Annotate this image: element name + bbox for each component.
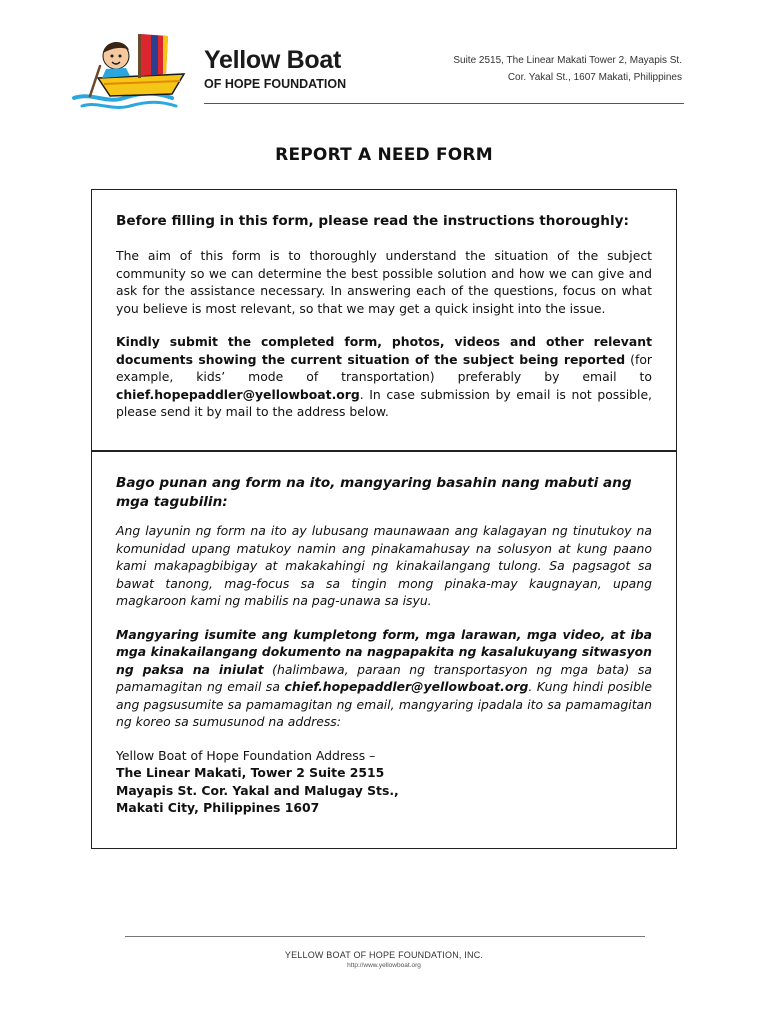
footer-divider (125, 936, 645, 937)
english-paragraph-2-mid: (for example, kids’ mode of transportation) preferably by email to (116, 351, 652, 384)
letterhead (0, 0, 768, 120)
address-line-2: Mayapis St. Cor. Yakal and Malugay Sts., (116, 782, 399, 798)
english-paragraph-2-end: . In case submission by email is not possible, please send it by mail to the address below. (116, 386, 652, 419)
brand-subtitle: OF HOPE FOUNDATION (204, 77, 347, 91)
tagalog-paragraph-2-bold: Mangyaring isumite ang kumpletong form, mga larawan, mga video, at iba mga kinakailangang dokumento na nagpapakita ng kasalukuyang sitwasyon ng paksa na iniulat (116, 626, 652, 677)
address-line-3: Makati City, Philippines 1607 (116, 800, 320, 815)
tagalog-paragraph-2-end: . Kung hindi posible ang pagsusumite sa pamamagitan ng email, mangyaring ipadala ito sa pamamagitan ng koreo sa sumusunod na address: (116, 679, 652, 729)
footer-url[interactable]: http://www.yellowboat.org (347, 962, 421, 969)
header-address-line-2: Cor. Yakal St., 1607 Makati, Philippines (507, 72, 682, 83)
english-email-link[interactable]: chief.hopepaddler@yellowboat.org (116, 386, 360, 402)
page-title: REPORT A NEED FORM (275, 145, 493, 165)
header-divider (204, 103, 684, 104)
english-paragraph-2 (116, 333, 652, 421)
address-line-1: The Linear Makati, Tower 2 Suite 2515 (116, 765, 385, 780)
tagalog-email-link[interactable]: chief.hopepaddler@yellowboat.org (284, 679, 529, 694)
yellow-boat-logo-icon (72, 26, 200, 112)
header-address-line-1: Suite 2515, The Linear Makati Tower 2, Mayapis St. (453, 55, 682, 66)
address-label: Yellow Boat of Hope Foundation Address – (116, 747, 376, 763)
english-heading: Before filling in this form, please read the instructions thoroughly: (116, 213, 629, 229)
footer-organization: YELLOW BOAT OF HOPE FOUNDATION, INC. (284, 950, 484, 960)
tagalog-paragraph-1: Ang layunin ng form na ito ay lubusang maunawaan ang kalagayan ng tinutukoy na komunidad upang matukoy namin ang pinakamahusay na solusyon at kung paano kami makapagbibigay at makakahingi ng kinakailangang tulong. Sa pagsagot sa bawat tanong, mag-focus sa sa tingin mong pinaka-may kaugnayan, upang magkaroon kami ng mabilis na pag-unawa sa isyu. (116, 523, 652, 608)
instructions-tagalog-box (91, 450, 677, 849)
instructions-english-box (91, 189, 677, 451)
tagalog-heading: Bago punan ang form na ito, mangyaring basahin nang mabuti ang mga tagubilin: (116, 475, 632, 510)
english-paragraph-2-bold: Kindly submit the completed form, photos, videos and other relevant documents showing the current situation of the subject being reported (116, 334, 652, 367)
tagalog-paragraph-2 (116, 626, 652, 731)
tagalog-paragraph-2-mid: (halimbawa, paraan ng transportasyon ng mga bata) sa pamamagitan ng email sa (116, 661, 652, 694)
english-paragraph-1: The aim of this form is to thoroughly understand the situation of the subject community so we can determine the best possible solution and how we can give and ask for the assistance necessary. In answering each of the questions, focus on what you believe is most relevant, so that we may get a quick insight into the issue. (116, 248, 652, 316)
brand-name: Yellow Boat (204, 46, 342, 74)
mailing-address (116, 747, 652, 817)
